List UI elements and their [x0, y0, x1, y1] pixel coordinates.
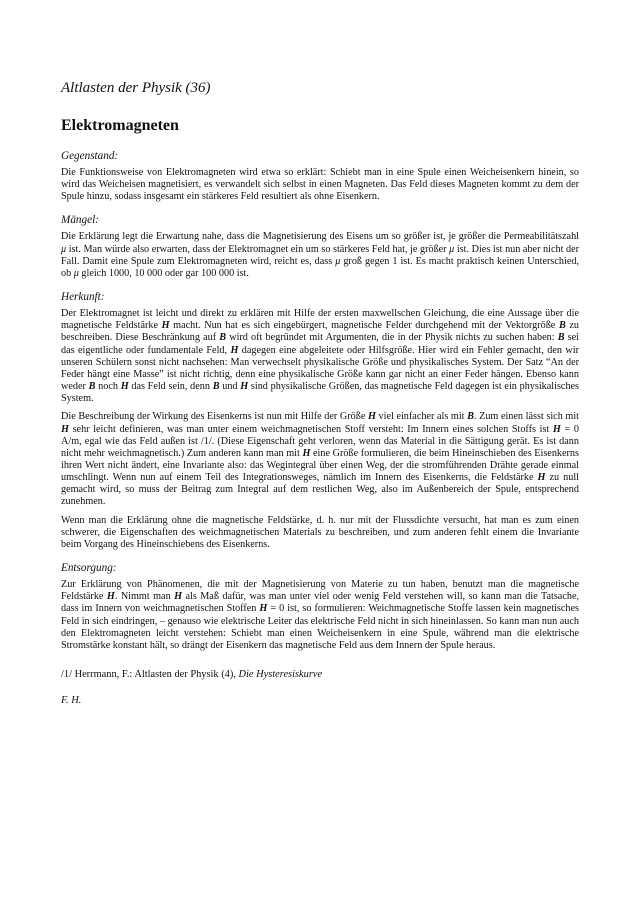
reference	[61, 668, 579, 681]
paragraph: Die Erklärung legt die Erwartung nahe, dass die Magnetisierung des Eisens um so größer ist, je größer die Permeabilitätszahl μ ist. Man würde also erwarten, dass der Elektromagnet ein um so stärkeres Feld hat, je größer μ ist. Dies ist nun aber nicht der Fall. Damit eine Spule zum Elektromagneten wird, reicht es, dass μ groß gegen 1 ist. Es macht praktisch keinen Unterschied, ob μ gleich 1000, 10 000 oder gar 100 000 ist.	[61, 231, 579, 279]
section-heading: Entsorgung:	[61, 562, 117, 575]
section-gegenstand	[61, 150, 579, 203]
section-entsorgung	[61, 562, 579, 652]
section-maengel	[61, 214, 579, 280]
section-heading: Herkunft:	[61, 291, 105, 304]
reference-title: Die Hysteresiskurve	[238, 669, 323, 680]
paragraph: Der Elektromagnet ist leicht und direkt zu erklären mit Hilfe der ersten maxwellschen Gleichung, die eine Aussage über die magnetische Feldstärke H macht. Nun hat es sich eingebürgert, magnetische Felder durchgehend mit der Vektorgröße B zu beschreiben. Diese Beschränkung auf B wird oft begründet mit Argumenten, die in der Physik nichts zu suchen haben: B sei das eigentliche oder fundamentale Feld, H dagegen eine abgeleitete oder Hilfsgröße. Hier wird ein Fehler gemacht, den wir unseren Schülern sonst nicht nachsehen: Man verwechselt physikalische Größe und physikalisches System. Der Satz “An der Feder hängt eine Masse” ist nicht richtig, denn eine physikalische Größe kann gar nicht an einer Feder hängen. Ebenso kann weder B noch H das Feld sein, denn B und H sind physikalische Größen, das magnetische Feld dagegen ist ein physikalisches System.	[61, 308, 580, 405]
paragraph: Die Funktionsweise von Elektromagneten wird etwa so erklärt: Schiebt man in eine Spule einen Weicheisenkern hinein, so wird das Weicheisen magnetisiert, es verwandelt sich selbst in einen Magneten. Das Feld dieses Magneten kommt zu dem der Spule hinzu, sodass insgesamt ein stärkeres Feld resultiert als ohne Eisenkern.	[61, 167, 579, 203]
article-title: Elektromagneten	[61, 117, 179, 134]
paragraph: Die Beschreibung der Wirkung des Eisenkerns ist nun mit Hilfe der Größe H viel einfacher als mit B. Zum einen lässt sich mit H sehr leicht definieren, was man unter einem weichmagnetischen Stoff versteht: Im Innern eines solchen Stoffs ist H = 0 A/m, egal wie das Feld außen ist /1/. (Diese Eigenschaft geht verloren, wenn das Material in die Sättigung gerät. Es ist dann nicht mehr weichmagnetisch.) Zum anderen kann man mit H eine Größe formulieren, die beim Hineinschieben des Eisenkerns ihren Wert nicht ändert, eine Invariante also: das Wegintegral über einen Weg, der die stromführenden Drähte gerade einmal umschlingt. Wenn nun auf einem Teil des Integrationsweges, nämlich im Innern des Eisenkerns, die Feldstärke H zu null gemacht wird, so muss der Beitrag zum Integral auf dem restlichen Weg, also im Außenbereich der Spule, entsprechend zunehmen.	[61, 411, 579, 508]
section-heading: Gegenstand:	[61, 150, 119, 162]
series-title: Altlasten der Physik (36)	[61, 80, 211, 96]
section-heading: Mängel:	[61, 214, 99, 227]
reference-prefix: /1/ Herrmann, F.: Altlasten der Physik (4),	[61, 669, 239, 680]
author: F. H.	[61, 695, 82, 706]
paragraph: Wenn man die Erklärung ohne die magnetische Feldstärke, d. h. nur mit der Flussdichte versucht, hat man es zum einen schwerer, die Eigenschaften des weichmagnetischen Materials zu beschreiben, und zum anderen fehlt einem die Invariante beim Vorgang des Hineinschiebens des Eisenkerns.	[61, 514, 579, 550]
section-herkunft	[61, 291, 579, 551]
paragraph: Zur Erklärung von Phänomenen, die mit der Magnetisierung von Materie zu tun haben, benutzt man die magnetische Feldstärke H. Nimmt man H als Maß dafür, was man unter viel oder wenig Feld verstehen will, so kann man die Tatsache, dass im Innern von weichmagnetischen Stoffen H = 0 ist, so formulieren: Weichmagnetische Stoffe lassen kein magnetisches Feld in sich eindringen, – genauso wie elektrische Leiter das elektrische Feld nicht in sich hineinlassen. So kann man nun auch den Elektromagneten leicht verstehen: Schiebt man einen Weicheisenkern in eine Spule, während man die elektrische Stromstärke konstant hält, so drängt der Eisenkern das magnetische Feld aus dem Innern der Spule heraus.	[61, 579, 580, 651]
